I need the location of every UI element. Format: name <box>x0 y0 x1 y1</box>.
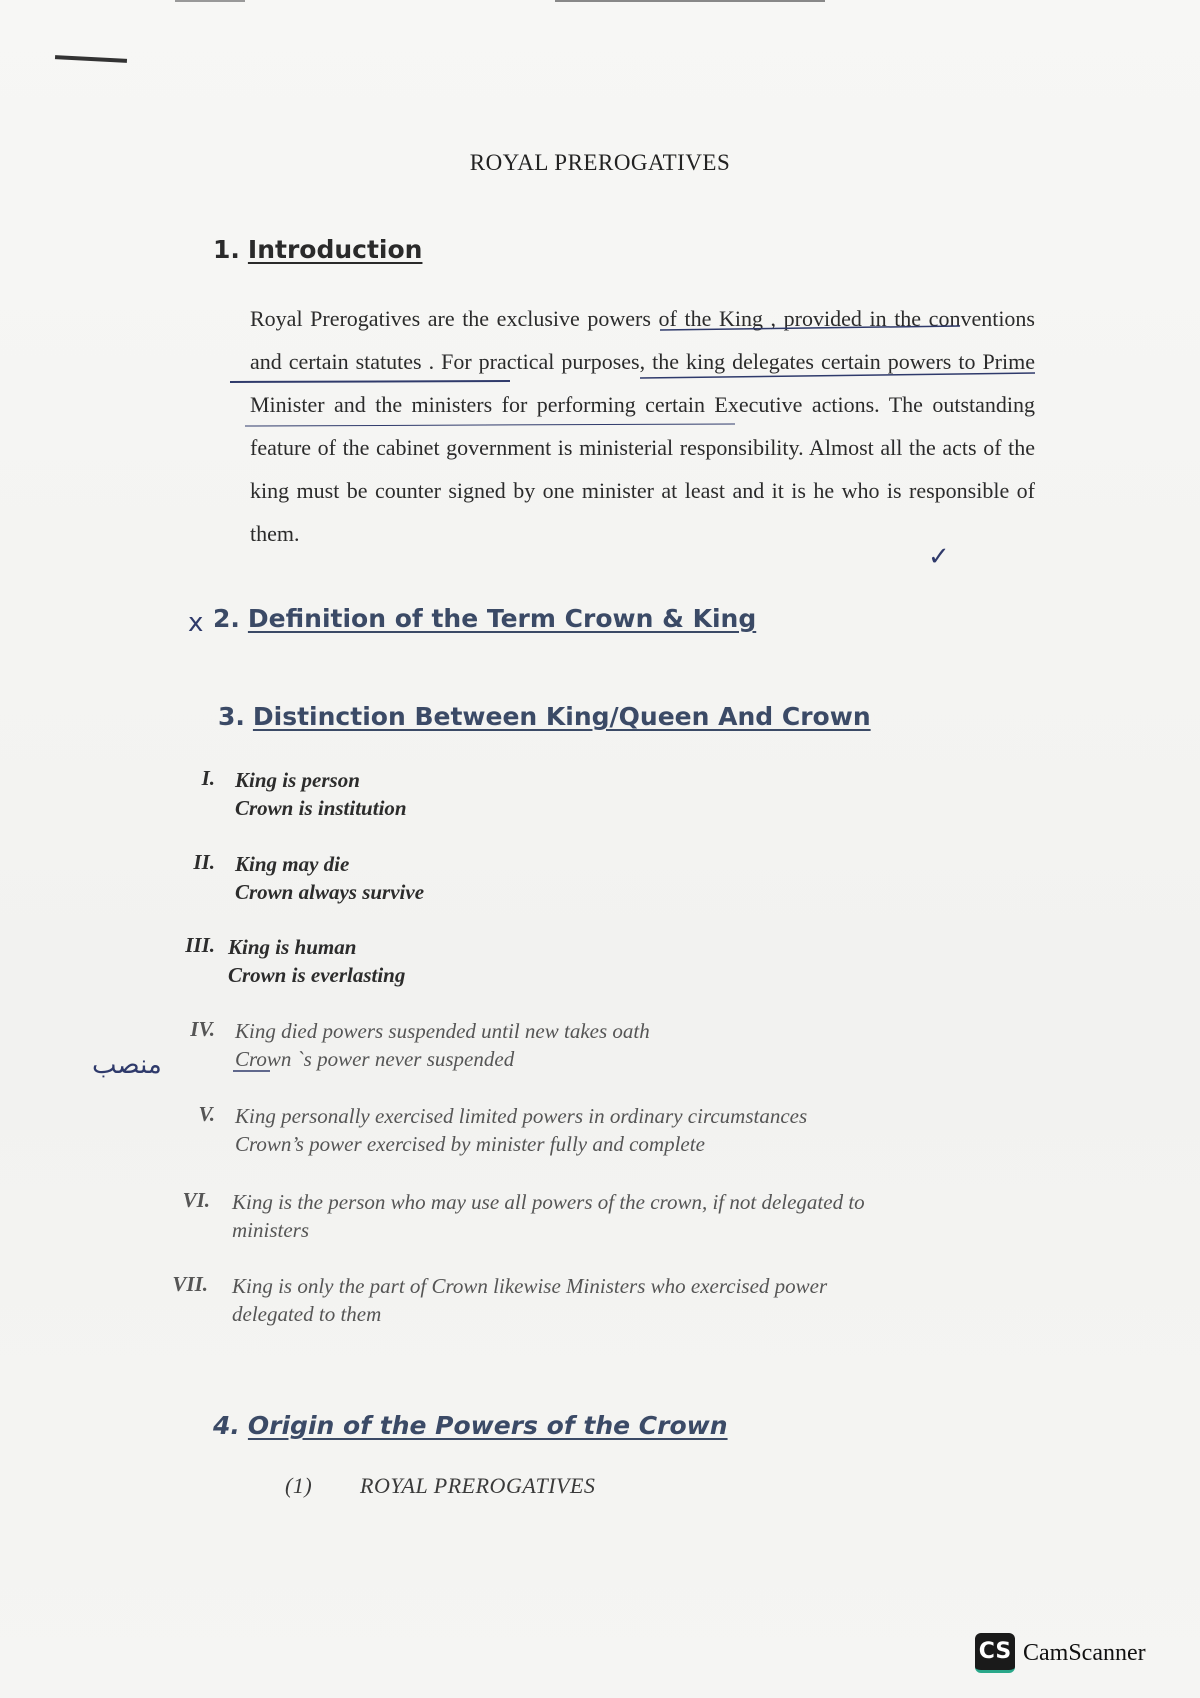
distinction-king-line: King is only the part of Crown likewise Ministers who exercised power <box>232 1274 828 1298</box>
section-number: 1. <box>213 235 240 264</box>
section-title: Distinction Between King/Queen And Crown <box>252 702 871 731</box>
subitem-royal-prerogatives <box>285 1473 595 1499</box>
roman-numeral: VI. <box>182 1188 210 1212</box>
roman-numeral: V. <box>198 1102 215 1126</box>
camscanner-brand: CamScanner <box>1023 1639 1146 1666</box>
distinction-king-line: King is human <box>228 935 357 959</box>
roman-numeral: I. <box>201 766 215 790</box>
camscanner-logo <box>975 1632 1146 1674</box>
roman-numeral: III. <box>185 933 215 957</box>
section-title: Origin of the Powers of the Crown <box>247 1411 728 1440</box>
intro-paragraph: Royal Prerogatives are the exclusive powers of the King , provided in the conventions and certain statutes . For practical purposes, the king delegates certain powers to Prime Minister and the ministers for performing certain Executive actions. The outstanding feature of the cabinet government is ministerial responsibility. Almost all the acts of the king must be counter signed by one minister at least and it is he who is responsible of them. <box>250 306 1035 546</box>
roman-numeral: II. <box>193 850 215 874</box>
cs-logo-icon: CS <box>975 1633 1015 1673</box>
distinction-king-line: King personally exercised limited powers in ordinary circumstances <box>235 1104 808 1128</box>
section-number: 4. <box>213 1411 240 1440</box>
distinction-crown-line: Crown `s power never suspended <box>235 1047 515 1071</box>
subitem-number: (1) <box>285 1473 313 1498</box>
section-heading-origin <box>213 1411 728 1440</box>
section-title: Definition of the Term Crown & King <box>247 604 757 633</box>
document-title: ROYAL PREROGATIVES <box>469 150 731 175</box>
distinction-king-line: King died powers suspended until new takes oath <box>235 1019 650 1043</box>
roman-numeral: VII. <box>172 1272 208 1296</box>
distinction-crown-line: ministers <box>232 1218 310 1242</box>
cross-mark: x <box>188 608 204 638</box>
distinction-crown-line: Crown is institution <box>235 796 407 820</box>
distinction-king-line: King is person <box>235 768 360 792</box>
section-heading-distinction <box>218 702 871 731</box>
distinction-crown-line: Crown’s power exercised by minister fully and complete <box>235 1132 705 1156</box>
section-number: 2. <box>213 604 240 633</box>
distinction-king-line: King is the person who may use all powers of the crown, if not delegated to <box>232 1190 865 1214</box>
subitem-label: ROYAL PREROGATIVES <box>360 1473 596 1498</box>
roman-numeral: IV. <box>190 1017 215 1041</box>
section-title: Introduction <box>247 235 423 264</box>
distinction-crown-line: delegated to them <box>232 1302 382 1326</box>
section-number: 3. <box>218 702 245 731</box>
section-heading-definition <box>213 604 756 633</box>
distinction-crown-line: Crown always survive <box>235 880 425 904</box>
check-mark: ✓ <box>928 542 950 572</box>
distinction-crown-line: Crown is everlasting <box>228 963 406 987</box>
margin-note: منصب <box>92 1050 162 1080</box>
distinction-king-line: King may die <box>235 852 350 876</box>
